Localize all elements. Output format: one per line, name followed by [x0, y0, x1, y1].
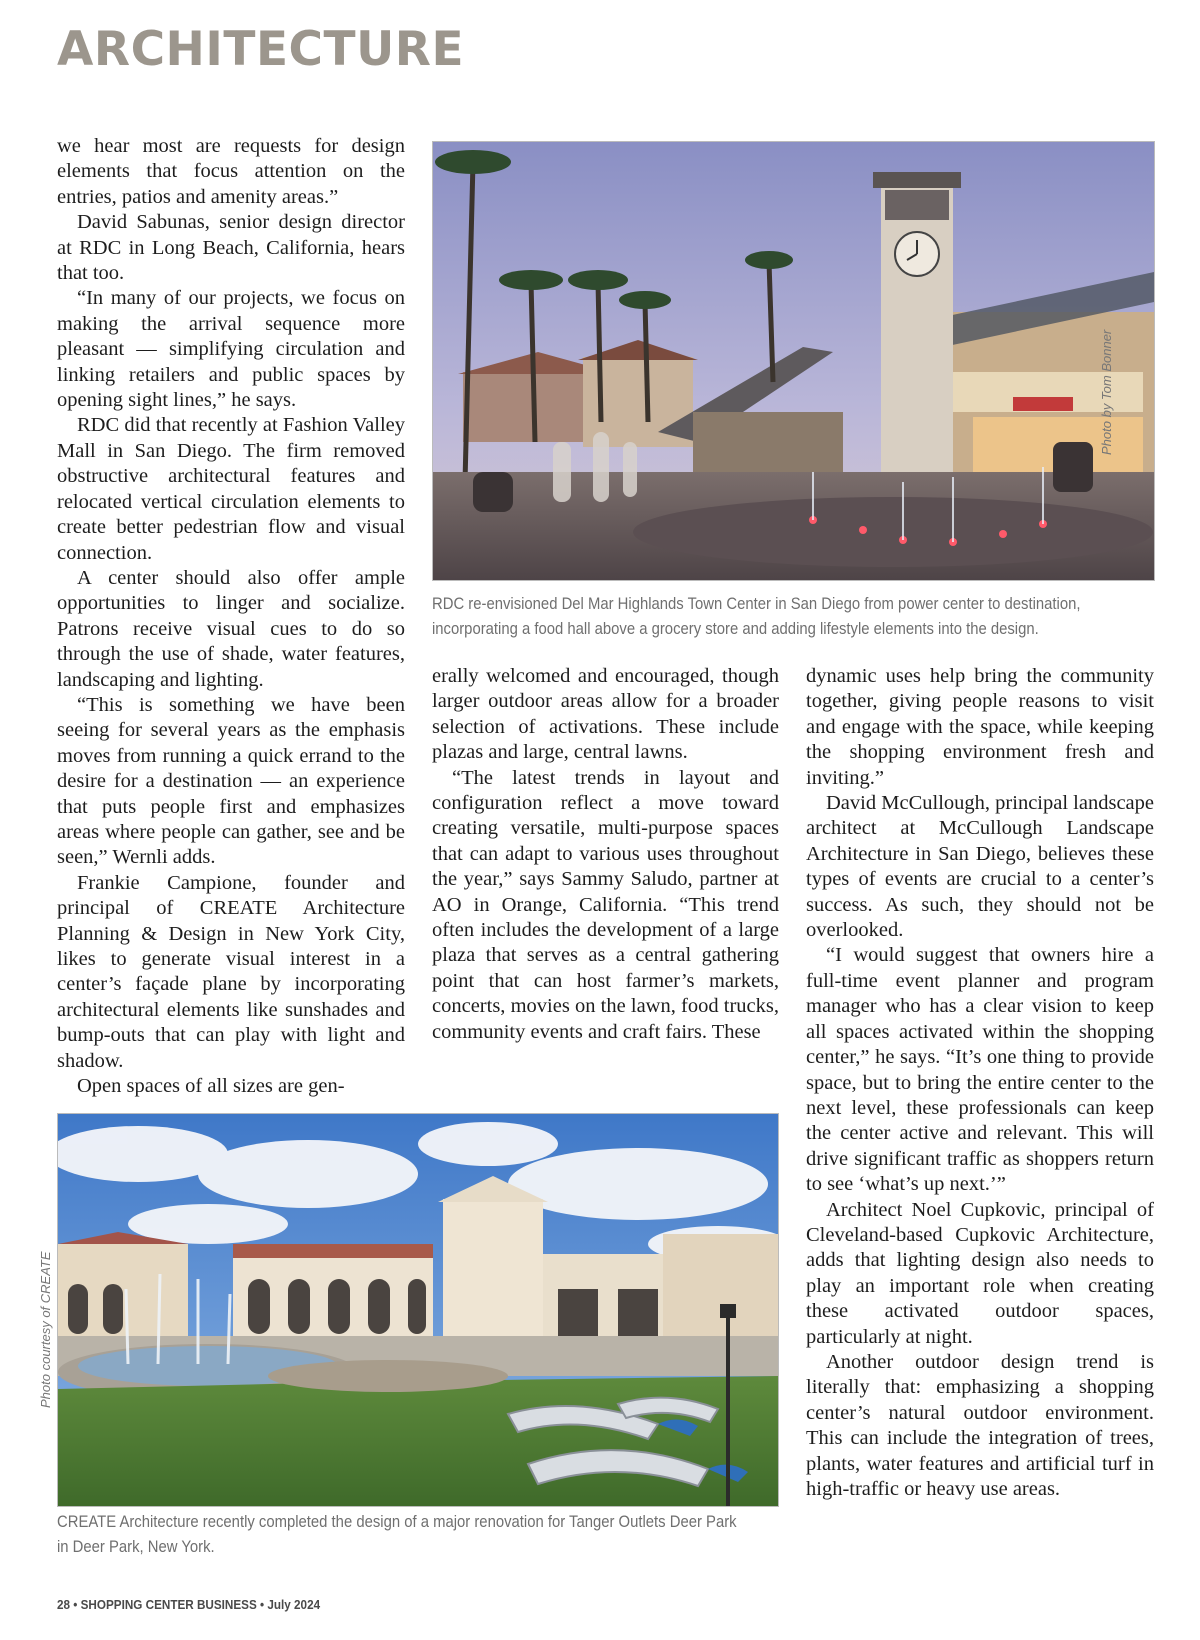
photo2-caption-line1: CREATE Architecture recently completed the design of a major renovation for Tanger Outlets Deer Park	[57, 1513, 737, 1531]
paragraph: Open spaces of all sizes are gen-	[77, 1075, 345, 1098]
paragraph: Another outdoor design trend is literally that: emphasizing a shopping center’s natural outdoor environment. This can include the integration of trees, plants, water features and artificial turf in high-traffic or heavy use areas.	[806, 1350, 1154, 1500]
photo-credit-create: Photo courtesy of CREATE	[38, 1251, 53, 1408]
paragraph: “I would suggest that owners hire a full-time event planner and program manager who has a clear vision to keep all spaces activated within the shopping center,” he says. “It’s one thing to provide space, but to bring the entire center to the next level, these professionals can keep the center active and relevant. This will drive significant traffic as shoppers return to see ‘what’s up next.’”	[806, 944, 1154, 1196]
photo1-caption	[432, 592, 1152, 642]
paragraph: “In many of our projects, we focus on making the arrival sequence more pleasant — simplifying circulation and linking retailers and public spaces by opening sight lines,” he says.	[57, 287, 405, 412]
photo2-caption	[57, 1510, 777, 1560]
article-column-3	[806, 664, 1154, 1502]
paragraph: RDC did that recently at Fashion Valley Mall in San Diego. The firm removed obstructive architectural features and relocated vertical circulation elements to create better pedestrian flow and visual connection.	[57, 414, 405, 564]
paragraph: David McCullough, principal landscape architect at McCullough Landscape Architecture in San Diego, believes these types of events are crucial to a center’s success. As such, they should not be overlooked.	[806, 792, 1154, 942]
section-title: ARCHITECTURE	[57, 22, 465, 77]
page-footer: 28 • SHOPPING CENTER BUSINESS • July 2024	[57, 1597, 321, 1612]
paragraph: David Sabunas, senior design director at RDC in Long Beach, California, hears that too.	[57, 211, 405, 285]
plaza-dusk-illustration	[433, 142, 1154, 580]
paragraph: “This is something we have been seeing for several years as the emphasis moves from running a quick errand to the desire for a destination — an experience that puts people first and emphasizes areas where people can gather, see and be seen,” Wernli adds.	[57, 693, 405, 869]
paragraph: A center should also offer ample opportunities to linger and socialize. Patrons receive visual cues to do so through the use of shade, water features, landscaping and lighting.	[57, 566, 405, 691]
paragraph: Architect Noel Cupkovic, principal of Cleveland-based Cupkovic Architecture, adds that lighting design also needs to play an important role when creating these activated outdoor spaces, particularly at night.	[806, 1198, 1154, 1348]
paragraph: dynamic uses help bring the community together, giving people reasons to visit and engage with the space, while keeping the shopping environment fresh and inviting.”	[806, 665, 1154, 789]
article-column-1	[57, 134, 405, 1099]
photo1-caption-line1: RDC re-envisioned Del Mar Highlands Town Center in San Diego from power center to destination,	[432, 595, 1081, 613]
outlet-plaza-illustration	[58, 1114, 778, 1506]
photo2-caption-line2: in Deer Park, New York.	[57, 1538, 215, 1556]
photo-credit-tom-bonner: Photo by Tom Bonner	[1099, 329, 1114, 455]
paragraph: Frankie Campione, founder and principal of CREATE Architecture Planning & Design in New York City, likes to generate visual interest in a center’s façade plane by incorporating architectural elements like sunshades and bump-outs that can play with light and shadow.	[57, 871, 405, 1072]
paragraph: we hear most are requests for design elements that focus attention on the entries, patios and amenity areas.”	[57, 135, 405, 208]
paragraph: erally welcomed and encouraged, though larger outdoor areas allow for a broader selection of activations. These include plazas and large, central lawns.	[432, 665, 779, 764]
article-column-2	[432, 664, 779, 1045]
paragraph: “The latest trends in layout and configuration reflect a move toward creating versatile, multi-purpose spaces that can adapt to various uses throughout the year,” says Sammy Saludo, partner at AO in Orange, California. “This trend often includes the development of a large plaza that serves as a central gathering point that can host farmer’s markets, concerts, movies on the lawn, food trucks, community events and craft fairs. These	[432, 766, 779, 1043]
del-mar-highlands-photo	[432, 141, 1155, 581]
photo1-caption-line2: incorporating a food hall above a grocery store and adding lifestyle elements into the design.	[432, 620, 1039, 638]
tanger-outlets-photo	[57, 1113, 779, 1507]
